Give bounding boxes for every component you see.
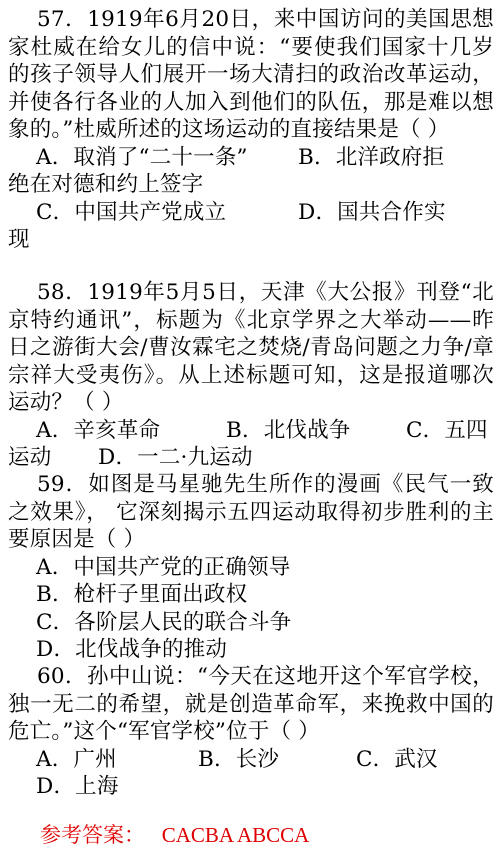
option-d: D．一二·九运动 [98, 445, 253, 470]
option-b: B．北伐战争 [226, 417, 351, 443]
option-a: A．广州 [36, 746, 117, 772]
option-c: C．武汉 [356, 746, 438, 772]
option-b-head: B．北洋政府拒 [298, 144, 445, 170]
option-d-head: D．国共合作实 [298, 199, 446, 225]
answer-label: 参考答案： [40, 823, 145, 847]
question-59 [8, 471, 494, 664]
option-d: D．上海 [36, 774, 119, 799]
question-stem: 59．如图是马星驰先生所作的漫画《民气一致之效果》， 它深刻揭示五四运动取得初步胜利的主要原因是（ ） [8, 472, 494, 552]
answer-key [40, 822, 309, 848]
option-c-continued: 运动 D．一二·九运动 [8, 445, 253, 470]
option-a: A．取消了“二十一条” [36, 144, 248, 170]
question-stem: 57．1919年6月20日，来中国访问的美国思想家杜威在给女儿的信中说：“要使我们国家十几岁的孩子领导人们展开一场大清扫的政治改革运动，并使各行各业的人加入到他们的队伍，那是难以想象的。”杜威所述的这场运动的直接结果是（ ） [8, 7, 494, 142]
option-b-continued: 绝在对德和约上签字 [8, 172, 204, 197]
question-60 [8, 663, 494, 801]
question-58 [8, 279, 494, 472]
option-c: C．中国共产党成立 [36, 199, 227, 225]
option-b: B．长沙 [198, 746, 280, 772]
option-c: C．各阶层人民的联合斗争 [36, 609, 292, 635]
option-row [8, 199, 494, 227]
option-c-head: C．五四 [406, 417, 488, 443]
question-stem: 58．1919年5月5日，天津《大公报》刊登“北京特约通讯”，标题为《北京学界之大举动——昨日之游街大会/曹汝霖宅之焚烧/青岛问题之力争/章宗祥大受夷伤》。从上述标题可知，这是报道哪次运动？（ ） [8, 280, 494, 415]
question-stem: 60．孙中山说：“今天在这地开这个军官学校，独一无二的希望，就是创造革命军，来挽救中国的危亡。”这个“军官学校”位于（ ） [8, 664, 494, 744]
option-d: D．北伐战争的推动 [36, 637, 228, 662]
option-b: B．枪杆子里面出政权 [36, 582, 248, 607]
question-57 [8, 6, 494, 254]
option-row [8, 144, 494, 172]
answer-value: CACBA ABCCA [161, 823, 310, 847]
option-row [8, 746, 494, 774]
option-a: A．辛亥革命 [36, 417, 161, 443]
option-row [8, 417, 494, 445]
option-a: A．中国共产党的正确领导 [36, 554, 291, 580]
option-d-continued: 现 [8, 227, 30, 252]
